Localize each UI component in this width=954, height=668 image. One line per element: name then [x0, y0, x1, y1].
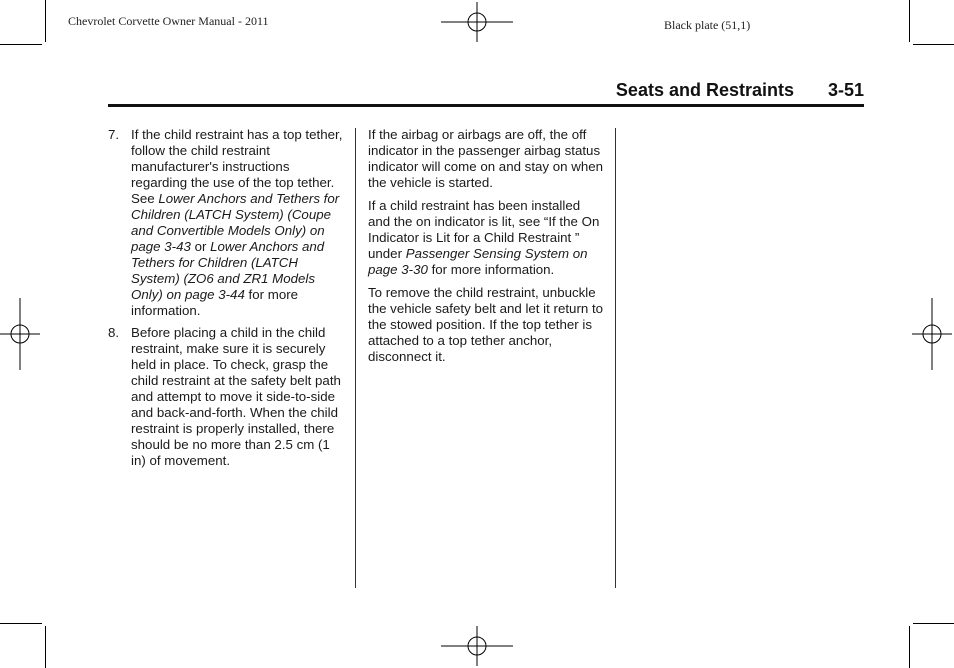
column-left: [108, 127, 348, 475]
crop-mark: [0, 44, 42, 45]
registration-mark-icon: [912, 298, 952, 370]
list-text: for more information.: [131, 287, 299, 318]
crop-mark: [909, 0, 910, 42]
cross-reference-link[interactable]: Passenger Sensing System on page 3-30: [368, 246, 588, 277]
paragraph: To remove the child restraint, unbuckle the vehicle safety belt and let it return to the stowed position. If the top tether is attached to a top tether anchor, disconnect it.: [368, 285, 604, 364]
paragraph-text: for more information.: [427, 262, 555, 277]
list-text: Before placing a child in the child restraint, make sure it is securely held in place. To check, grasp the child restraint at the safety belt path and attempt to move it side-to-side and back-and-forth. When the child restraint is properly installed, there should be no more than 2.5 cm (1 in) of movement.: [131, 325, 341, 468]
page-header: [108, 78, 864, 107]
registration-mark-icon: [0, 298, 40, 370]
crop-mark: [913, 44, 954, 45]
list-text: or: [190, 239, 211, 254]
paragraph-text: If a child restraint has been installed and the on indicator is lit, see “If the On Indicator is Lit for a Child Restraint ” under: [368, 198, 600, 261]
column-divider: [615, 128, 616, 588]
crop-mark: [45, 626, 46, 668]
crop-mark: [909, 626, 910, 668]
column-middle: [368, 127, 604, 372]
list-item: [108, 325, 348, 469]
list-number: 8.: [108, 325, 120, 340]
plate-label-left: Chevrolet Corvette Owner Manual - 2011: [68, 14, 269, 28]
plate-label-right: Black plate (51,1): [664, 18, 751, 32]
section-title: Seats and Restraints: [615, 80, 794, 100]
list-text: If the child restraint has a top tether, follow the child restraint manufacturer's instructions regarding the use of the top tether. See: [131, 127, 343, 206]
cross-reference-link[interactable]: Lower Anchors and Tethers for Children (LATCH System) (Coupe and Convertible Models Only) on page 3-43: [131, 191, 340, 254]
paragraph: If the airbag or airbags are off, the off indicator in the passenger airbag status indicator will come on and stay on when the vehicle is started.: [368, 127, 604, 190]
registration-mark-icon: [441, 626, 513, 666]
registration-mark-icon: [441, 2, 513, 42]
list-number: 7.: [108, 127, 120, 142]
crop-mark: [45, 0, 46, 42]
list-item: [108, 127, 348, 319]
crop-mark: [913, 623, 954, 624]
cross-reference-link[interactable]: Lower Anchors and Tethers for Children (LATCH System) (ZO6 and ZR1 Models Only) on page 3-44: [131, 239, 325, 302]
column-divider: [355, 128, 356, 588]
paragraph: [368, 198, 604, 278]
page-number: 3-51: [827, 80, 864, 100]
crop-mark: [0, 623, 42, 624]
